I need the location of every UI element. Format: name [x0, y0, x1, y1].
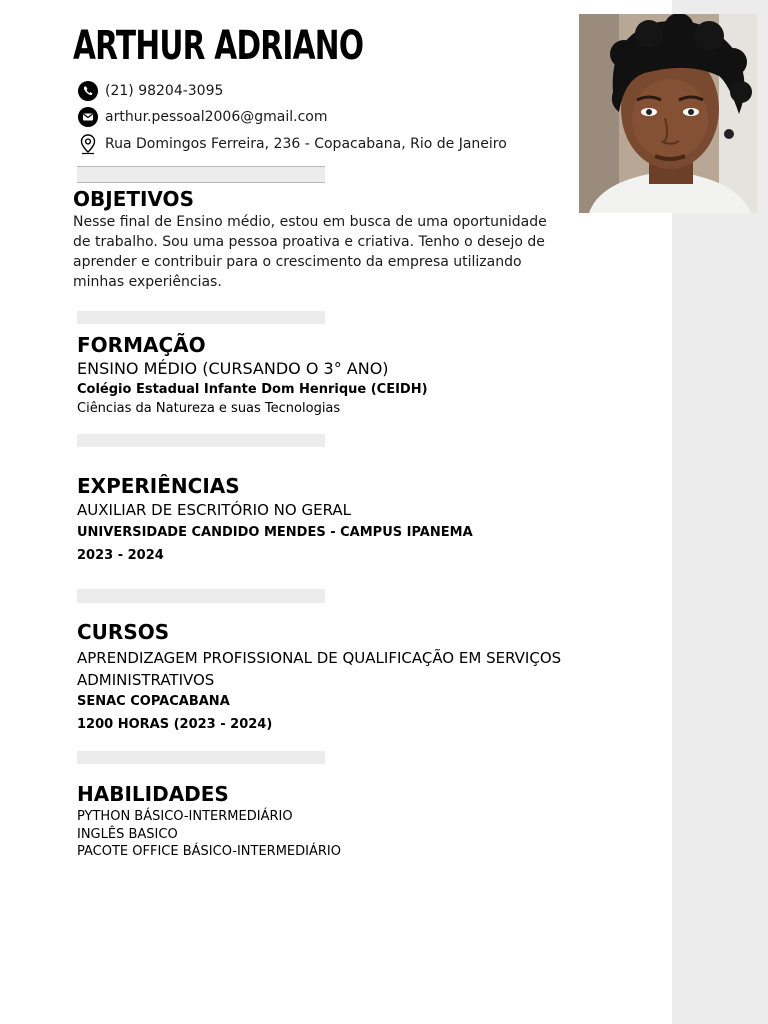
habilidade-item: PACOTE OFFICE BÁSICO-INTERMEDIÁRIO — [77, 844, 341, 859]
habilidade-item: PYTHON BÁSICO-INTERMEDIÁRIO — [77, 809, 293, 824]
curso-title: APRENDIZAGEM PROFISSIONAL DE QUALIFICAÇÃO EM SERVIÇOS ADMINISTRATIVOS — [77, 649, 562, 689]
objetivos-text: Nesse final de Ensino médio, estou em busca de uma oportunidade de trabalho. Sou uma pessoa proativa e criativa. Tenho o desejo de aprender e contribuir para o crescimento da empresa utilizando minhas experiências. — [73, 214, 547, 290]
habilidade-item: INGLÊS BASICO — [77, 827, 178, 842]
formacao-heading: FORMAÇÃO — [77, 333, 206, 357]
formacao-track: Ciências da Natureza e suas Tecnologias — [77, 401, 341, 416]
objetivos-heading: OBJETIVOS — [73, 187, 194, 211]
section-divider — [77, 166, 325, 183]
email-address: arthur.pessoal2006@gmail.com — [105, 109, 328, 125]
phone-number: (21) 98204-3095 — [105, 83, 224, 99]
section-divider — [77, 589, 325, 603]
candidate-name: ARTHUR ADRIANO — [73, 23, 364, 69]
phone-icon — [77, 80, 99, 102]
experiencia-company: UNIVERSIDADE CANDIDO MENDES - CAMPUS IPANEMA — [77, 525, 473, 540]
address-text: Rua Domingos Ferreira, 236 - Copacabana, Rio de Janeiro — [105, 136, 507, 152]
cursos-heading: CURSOS — [77, 620, 170, 644]
formacao-course: ENSINO MÉDIO (CURSANDO O 3° ANO) — [77, 359, 389, 378]
contact-email — [77, 106, 327, 128]
profile-photo-image — [579, 14, 757, 213]
section-divider — [77, 434, 325, 447]
section-divider — [77, 751, 325, 764]
experiencias-heading: EXPERIÊNCIAS — [77, 474, 240, 498]
formacao-school: Colégio Estadual Infante Dom Henrique (CEIDH) — [77, 382, 428, 397]
email-icon — [77, 106, 99, 128]
experiencia-role: AUXILIAR DE ESCRITÓRIO NO GERAL — [77, 501, 352, 519]
location-pin-icon — [77, 133, 99, 155]
habilidades-heading: HABILIDADES — [77, 782, 229, 806]
curso-hours: 1200 HORAS (2023 - 2024) — [77, 717, 273, 732]
curso-institution: SENAC COPACABANA — [77, 694, 230, 709]
contact-address — [77, 133, 507, 155]
experiencia-period: 2023 - 2024 — [77, 548, 164, 563]
profile-photo — [579, 14, 757, 213]
contact-phone — [77, 80, 223, 102]
section-divider — [77, 311, 325, 324]
